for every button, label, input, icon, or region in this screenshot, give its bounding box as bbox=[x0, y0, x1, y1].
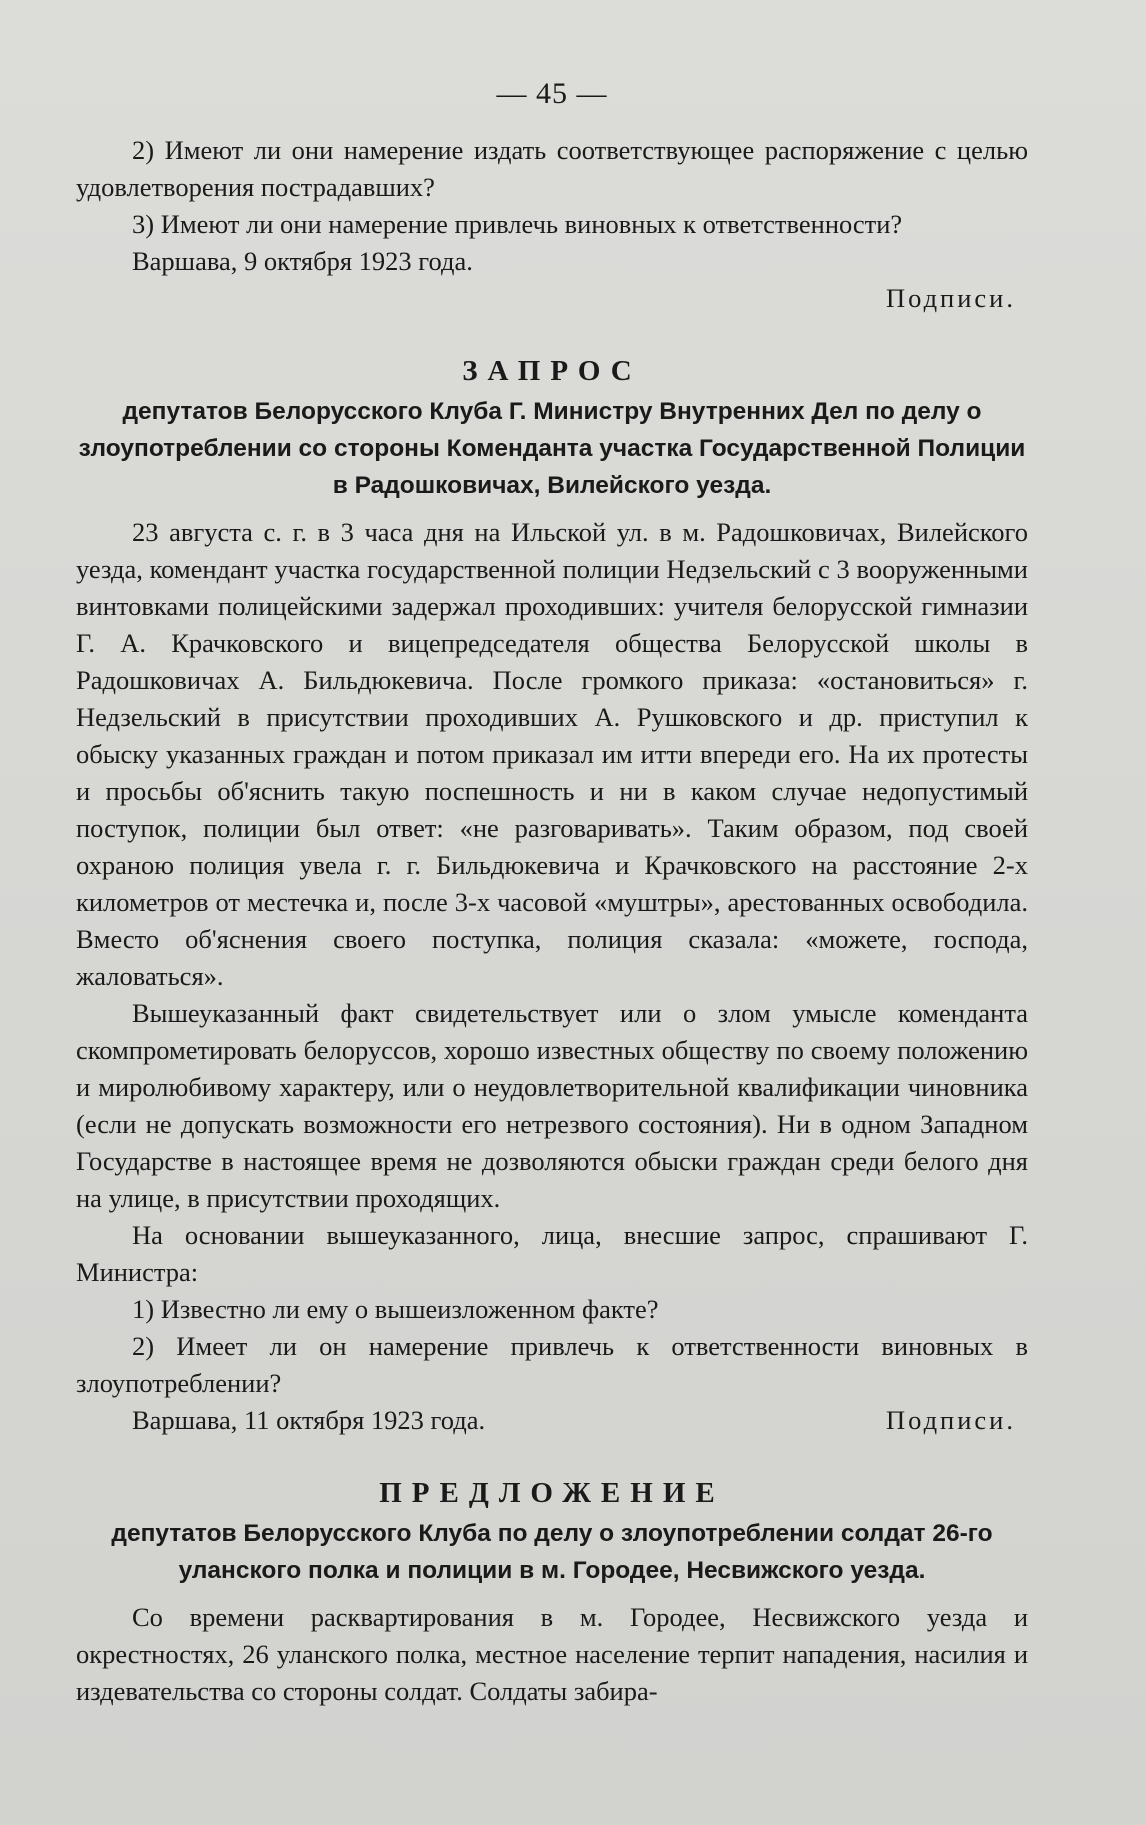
signatures: Подписи. bbox=[885, 1405, 1016, 1435]
section-subtitle: депутатов Белорусского Клуба Г. Министру Внутренних Дел по делу о злоупотреблении со стороны Коменданта участка Государственной Полиции в Радошковичах, Вилейского уезда. bbox=[78, 398, 1026, 499]
question-2: 2) Имеет ли он намерение привлечь к ответственности виновных в злоупотреблении? bbox=[76, 1331, 1028, 1398]
question-3: 3) Имеют ли они намерение привлечь виновных к ответственности? bbox=[132, 209, 903, 239]
body-paragraph: 23 августа с. г. в 3 часа дня на Ильской ул. в м. Радошковичах, Вилейского уезда, комендант участка государственной полиции Недзельский с 3 вооруженными винтовками полицейскими задержал проходивших: учителя белорусской гимназии Г. А. Крачковского и вицепредседателя общества Белорусской школы в Радошковичах А. Бильдюкевича. После громкого приказа: «остановиться» г. Недзельский в присутствии проходивших А. Рушковского и др. приступил к обыску указанных граждан и потом приказал им итти впереди его. На их протесты и просьбы об'яснить такую поспешность и ни в каком случае недопустимый поступок, полиции был ответ: «не разговаривать». Таким образом, под своей охраною полиция увела г. г. Бильдюкевича и Крачковского на расстояние 2-х километров от местечка и, после 3-х часовой «муштры», арестованных освободила. Вместо об'яснения своего поступка, полиция сказала: «можете, господа, жаловаться». bbox=[76, 517, 1028, 991]
page-number: — 45 — bbox=[496, 77, 608, 110]
section-title: ЗАПРОС bbox=[462, 355, 642, 387]
request-section bbox=[76, 351, 1028, 1439]
question-1: 1) Известно ли ему о вышеизложенном факте? bbox=[132, 1294, 659, 1324]
body-paragraph: На основании вышеуказанного, лица, внесшие запрос, спрашивают Г. Министра: bbox=[76, 1220, 1028, 1287]
previous-request-continuation bbox=[76, 132, 1028, 317]
place-date: Варшава, 11 октября 1923 года. bbox=[132, 1405, 486, 1435]
section-title: ПРЕДЛОЖЕНИЕ bbox=[379, 1477, 725, 1509]
date-signature-line bbox=[76, 1402, 1028, 1439]
place-date: Варшава, 9 октября 1923 года. bbox=[132, 246, 473, 276]
body-paragraph: Со времени расквартирования в м. Городее, Несвижского уезда и окрестностях, 26 уланского полка, местное население терпит нападения, насилия и издевательства со стороны солдат. Солдаты забира- bbox=[76, 1602, 1028, 1706]
signatures: Подписи. bbox=[885, 283, 1016, 313]
question-2: 2) Имеют ли они намерение издать соответствующее распоряжение с целью удовлетворения пострадавших? bbox=[76, 135, 1028, 202]
body-paragraph: Вышеуказанный факт свидетельствует или о злом умысле коменданта скомпрометировать белоруссов, хорошо известных обществу по своему положению и миролюбивому характеру, или о неудовлетворительной квалификации чиновника (если не допускать возможности его нетрезвого состояния). Ни в одном Западном Государстве в настоящее время не дозволяются обыски граждан среди белого дня на улице, в присутствии проходящих. bbox=[76, 998, 1028, 1213]
proposal-section bbox=[76, 1473, 1028, 1710]
section-subtitle: депутатов Белорусского Клуба по делу о злоупотреблении солдат 26-го уланского полка и полиции в м. Городее, Несвижского уезда. bbox=[111, 1520, 993, 1584]
